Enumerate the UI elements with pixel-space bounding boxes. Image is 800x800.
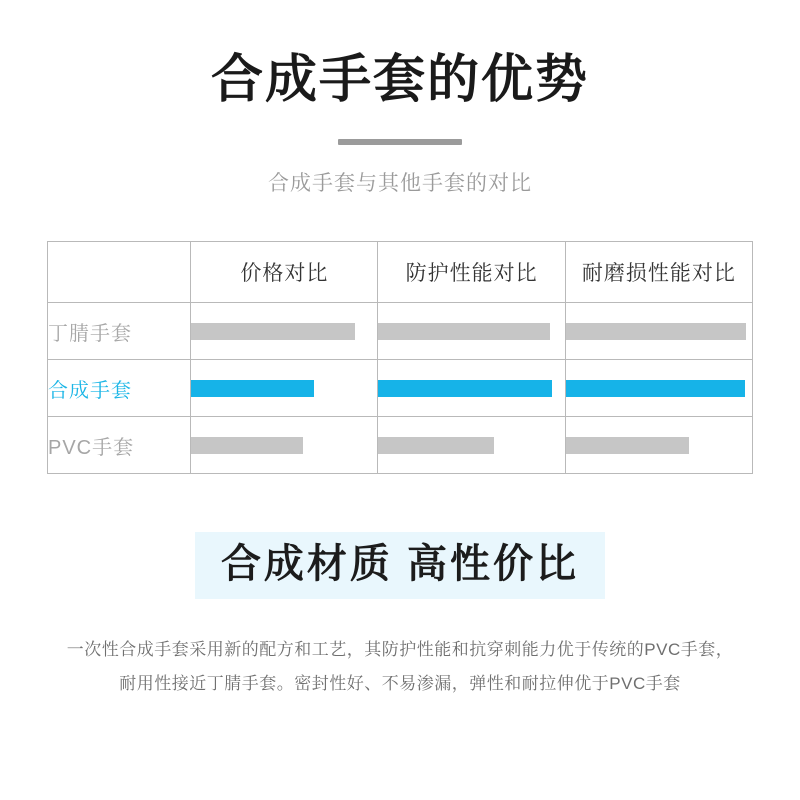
- row-label-synthetic: 合成手套: [48, 360, 191, 417]
- bar-synthetic-protection: [378, 380, 551, 397]
- title-divider: [338, 139, 462, 145]
- table-body: [48, 303, 753, 474]
- bar-pvc-price: [191, 437, 303, 454]
- highlight-banner-text: 合成材质 高性价比: [220, 542, 580, 587]
- page-subtitle: 合成手套与其他手套的对比: [268, 172, 532, 196]
- description-block: [0, 633, 800, 701]
- bar-synthetic-price: [191, 380, 314, 397]
- bar-cell-pvc-abrasion: [565, 417, 752, 474]
- bar-synthetic-abrasion: [566, 380, 745, 397]
- bar-cell-pvc-protection: [378, 417, 565, 474]
- table-row: [48, 303, 753, 360]
- table-corner-cell: [48, 242, 191, 303]
- row-label-nitrile: 丁腈手套: [48, 303, 191, 360]
- column-header-abrasion: 耐磨损性能对比: [565, 242, 752, 303]
- table-row: [48, 417, 753, 474]
- bar-nitrile-abrasion: [566, 323, 747, 340]
- description-line-2: 耐用性接近丁腈手套。密封性好、不易渗漏，弹性和耐拉伸优于PVC手套: [119, 674, 681, 694]
- bar-cell-synthetic-protection: [378, 360, 565, 417]
- column-header-price: 价格对比: [191, 242, 378, 303]
- bar-cell-nitrile-abrasion: [565, 303, 752, 360]
- column-header-protection: 防护性能对比: [378, 242, 565, 303]
- table-header-row: [48, 242, 753, 303]
- bar-nitrile-protection: [378, 323, 549, 340]
- comparison-chart: [47, 241, 753, 474]
- row-label-pvc: PVC手套: [48, 417, 191, 474]
- bar-cell-nitrile-protection: [378, 303, 565, 360]
- bar-pvc-abrasion: [566, 437, 689, 454]
- header: [0, 0, 800, 197]
- bar-pvc-protection: [378, 437, 493, 454]
- highlight-banner: [195, 532, 605, 599]
- table-header: [48, 242, 753, 303]
- bar-nitrile-price: [191, 323, 355, 340]
- bar-cell-synthetic-abrasion: [565, 360, 752, 417]
- highlight-banner-wrap: [0, 532, 800, 599]
- description-line-1: 一次性合成手套采用新的配方和工艺，其防护性能和抗穿刺能力优于传统的PVC手套，: [66, 640, 734, 660]
- bar-cell-nitrile-price: [191, 303, 378, 360]
- comparison-table: [47, 241, 753, 474]
- bar-cell-synthetic-price: [191, 360, 378, 417]
- bar-cell-pvc-price: [191, 417, 378, 474]
- page-title: 合成手套的优势: [210, 51, 589, 109]
- table-row: [48, 360, 753, 417]
